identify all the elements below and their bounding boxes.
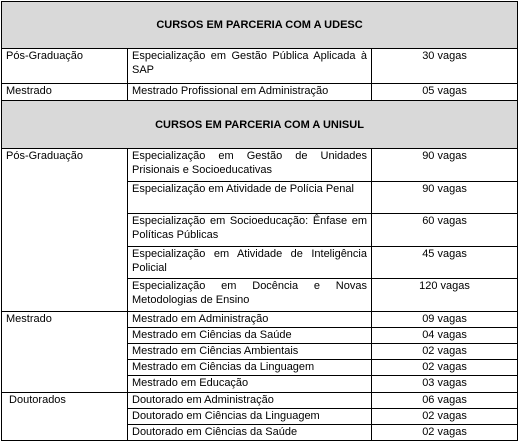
course-cell: Especialização em Gestão Pública Aplicada à SAP (128, 49, 372, 84)
level-cell (2, 360, 128, 376)
level-cell (2, 214, 128, 247)
table-row (2, 425, 518, 441)
level-cell: Pós-Graduação (2, 149, 128, 182)
table-row (2, 328, 518, 344)
level-cell (2, 425, 128, 441)
table-row (2, 49, 518, 84)
course-cell: Especialização em Atividade de Inteligência Policial (128, 247, 372, 279)
course-cell: Especialização em Gestão de Unidades Prisionais e Socioeducativas (128, 149, 372, 182)
vagas-cell: 06 vagas (372, 393, 518, 409)
level-cell: Mestrado (2, 84, 128, 101)
table-row (2, 409, 518, 425)
courses-table (1, 1, 518, 441)
course-cell: Mestrado em Ciências Ambientais (128, 344, 372, 360)
vagas-cell: 04 vagas (372, 328, 518, 344)
course-cell: Doutorado em Ciências da Linguagem (128, 409, 372, 425)
section-title-udesc: CURSOS EM PARCERIA COM A UDESC (2, 2, 518, 49)
level-cell (2, 328, 128, 344)
course-cell: Especialização em Socioeducação: Ênfase em Políticas Públicas (128, 214, 372, 247)
section-title-unisul: CURSOS EM PARCERIA COM A UNISUL (2, 101, 518, 149)
course-cell: Doutorado em Ciências da Saúde (128, 425, 372, 441)
level-cell (2, 376, 128, 393)
vagas-cell: 02 vagas (372, 360, 518, 376)
vagas-cell: 05 vagas (372, 84, 518, 101)
table-row (2, 376, 518, 393)
course-cell: Mestrado em Ciências da Linguagem (128, 360, 372, 376)
course-cell: Especialização em Docência e Novas Metodologias de Ensino (128, 279, 372, 312)
vagas-cell: 03 vagas (372, 376, 518, 393)
level-cell: Mestrado (2, 312, 128, 328)
table-row (2, 312, 518, 328)
course-cell: Mestrado em Administração (128, 312, 372, 328)
level-cell (2, 409, 128, 425)
vagas-cell: 60 vagas (372, 214, 518, 247)
vagas-cell: 30 vagas (372, 49, 518, 84)
level-cell (2, 344, 128, 360)
table-row (2, 182, 518, 214)
course-cell: Mestrado Profissional em Administração (128, 84, 372, 101)
vagas-cell: 90 vagas (372, 149, 518, 182)
vagas-cell: 90 vagas (372, 182, 518, 214)
table-row (2, 214, 518, 247)
table-row (2, 84, 518, 101)
section-header-row (2, 101, 518, 149)
vagas-cell: 45 vagas (372, 247, 518, 279)
table-row (2, 149, 518, 182)
level-cell (2, 182, 128, 214)
vagas-cell: 02 vagas (372, 425, 518, 441)
vagas-cell: 02 vagas (372, 409, 518, 425)
table-row (2, 247, 518, 279)
course-cell: Mestrado em Ciências da Saúde (128, 328, 372, 344)
course-cell: Mestrado em Educação (128, 376, 372, 393)
table-row (2, 360, 518, 376)
table-row (2, 344, 518, 360)
table-row (2, 393, 518, 409)
level-cell (2, 279, 128, 312)
table-row (2, 279, 518, 312)
level-cell (2, 247, 128, 279)
level-cell: Doutorados (2, 393, 128, 409)
vagas-cell: 120 vagas (372, 279, 518, 312)
vagas-cell: 02 vagas (372, 344, 518, 360)
vagas-cell: 09 vagas (372, 312, 518, 328)
section-header-row (2, 2, 518, 49)
level-cell: Pós-Graduação (2, 49, 128, 84)
course-cell: Especialização em Atividade de Polícia Penal (128, 182, 372, 214)
course-cell: Doutorado em Administração (128, 393, 372, 409)
